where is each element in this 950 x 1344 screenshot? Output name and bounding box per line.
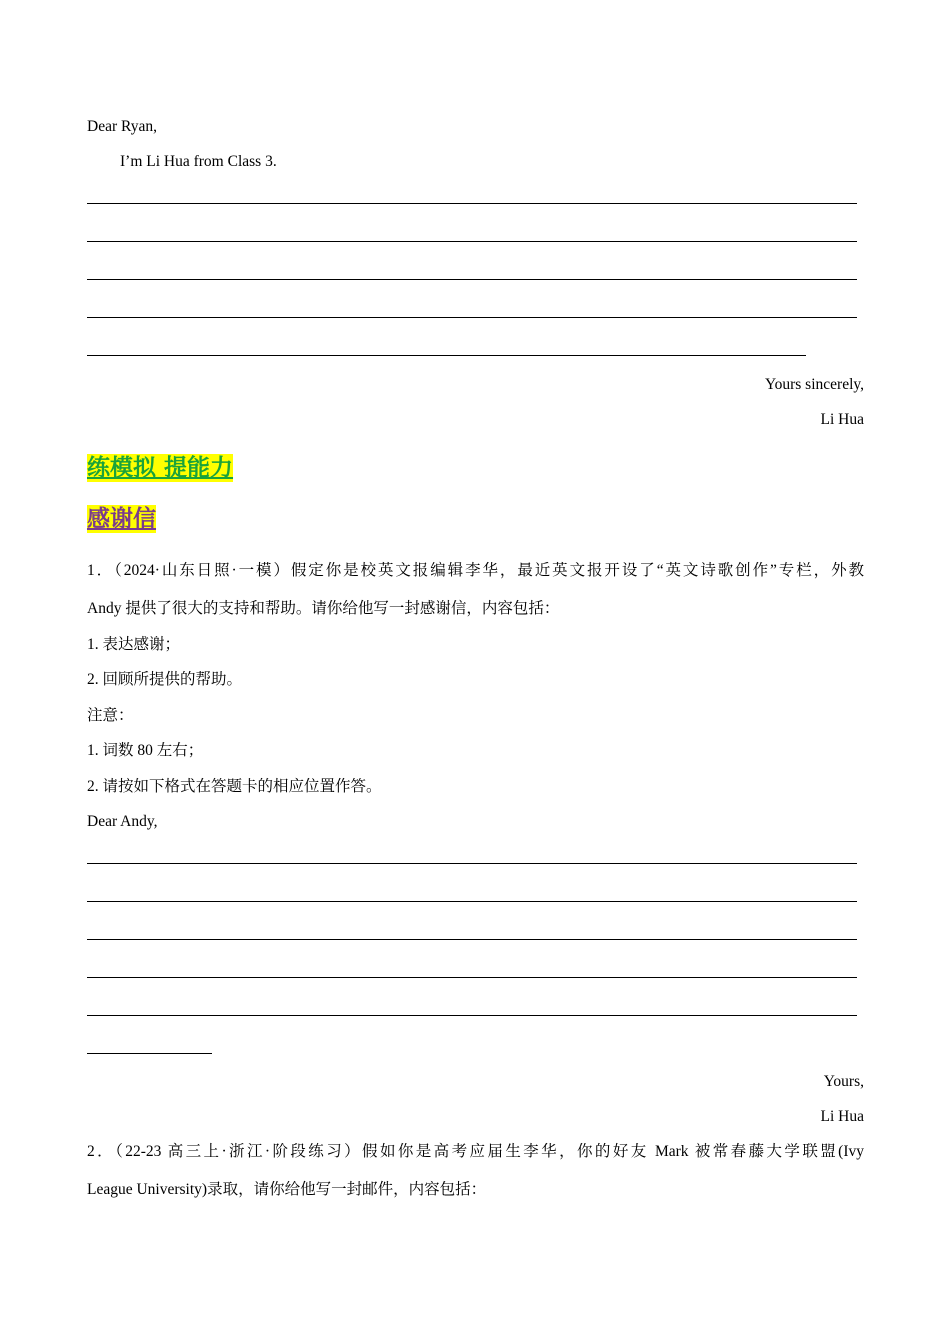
answer-line: [87, 863, 857, 864]
q2-prompt-line1: 2．（22-23 高三上·浙江·阶段练习）假如你是高考应届生李华，你的好友 Mark 被常春藤大学联盟(Ivy: [87, 1143, 864, 1160]
answer-line: [87, 241, 857, 242]
q1-prompt-line1: 1．（2024·山东日照·一模）假定你是校英文报编辑李华，最近英文报开设了“英文诗歌创作”专栏，外教: [87, 562, 864, 579]
q1-salutation: Dear Andy,: [87, 813, 158, 830]
q1-prompt-line2: Andy 提供了很大的支持和帮助。请你给他写一封感谢信，内容包括：: [87, 600, 560, 617]
section-heading: 练模拟 提能力: [87, 455, 234, 481]
q1-point: 2. 回顾所提供的帮助。: [87, 671, 243, 688]
q1-signature: Li Hua: [820, 1108, 864, 1125]
answer-line: [87, 1053, 212, 1054]
answer-line: [87, 317, 857, 318]
answer-line: [87, 279, 857, 280]
answer-line: [87, 977, 857, 978]
q1-notes-label: 注意：: [87, 707, 134, 724]
answer-line: [87, 1015, 857, 1016]
letter-opening: I’m Li Hua from Class 3.: [120, 153, 277, 170]
answer-line: [87, 939, 857, 940]
letter-closing: Yours sincerely,: [764, 376, 864, 393]
q1-note: 2. 请按如下格式在答题卡的相应位置作答。: [87, 778, 382, 795]
q2-prompt-line2: League University)录取，请你给他写一封邮件，内容包括：: [87, 1181, 487, 1198]
answer-line: [87, 203, 857, 204]
q1-point: 1. 表达感谢；: [87, 636, 181, 653]
q1-closing: Yours,: [823, 1073, 864, 1090]
section-subheading: 感谢信: [87, 506, 156, 532]
answer-line: [87, 901, 857, 902]
answer-line: [87, 355, 806, 356]
q1-note: 1. 词数 80 左右；: [87, 742, 204, 759]
letter-signature: Li Hua: [820, 411, 864, 428]
letter-salutation: Dear Ryan,: [87, 118, 157, 135]
